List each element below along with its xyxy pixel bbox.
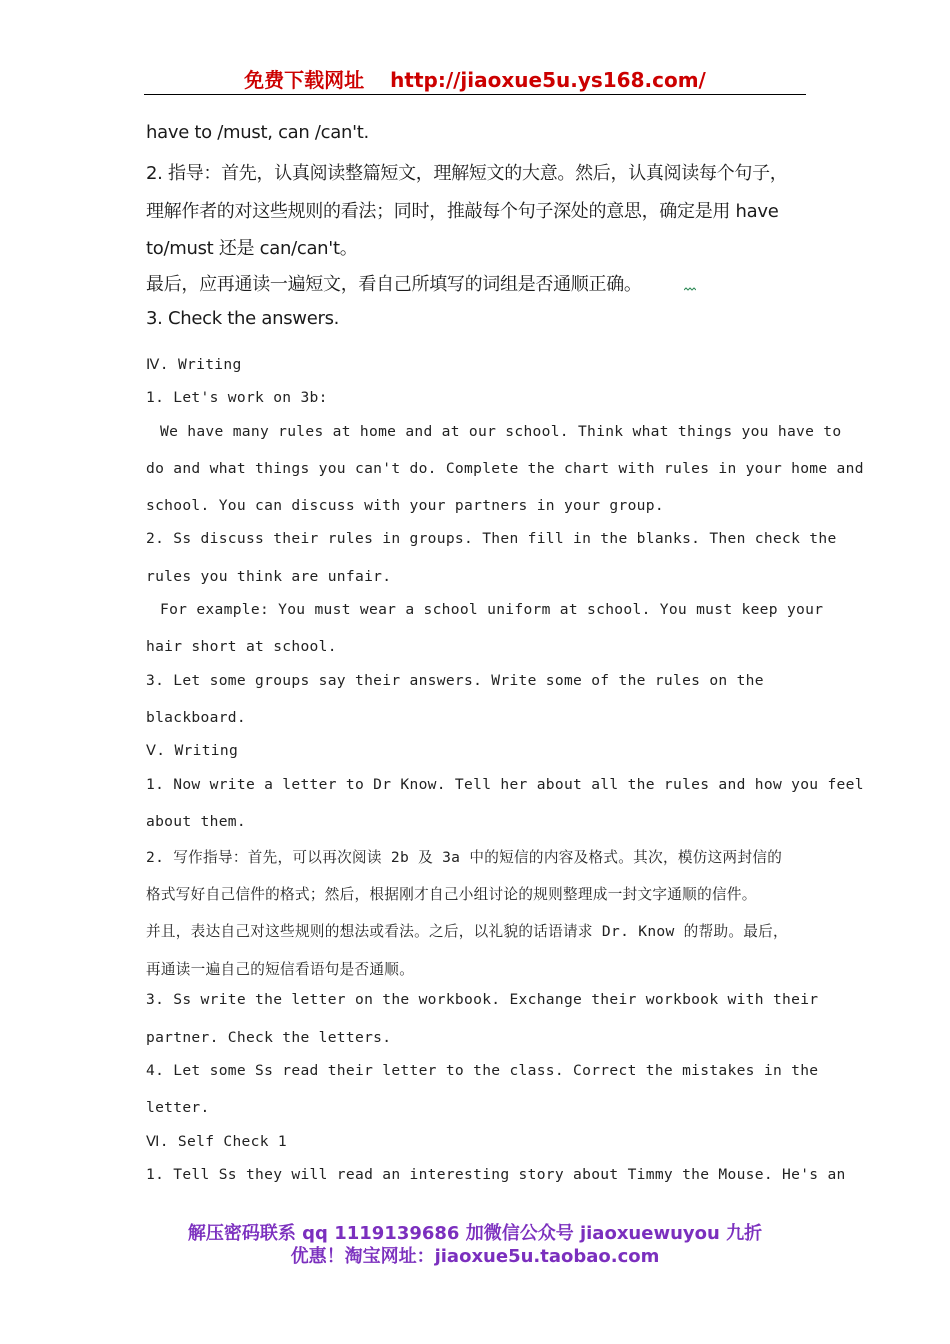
section-heading: Ⅴ. Writing (146, 742, 239, 759)
header-label: 免费下载网址 (244, 68, 365, 92)
text-line: 3. Ss write the letter on the workbook. Exchange their workbook with their (146, 991, 819, 1008)
text-line: school. You can discuss with your partners in your group. (146, 497, 664, 514)
text-line: partner. Check the letters. (146, 1029, 392, 1046)
text-line: 2. Ss discuss their rules in groups. Then fill in the blanks. Then check the (146, 530, 837, 547)
text-line: rules you think are unfair. (146, 568, 392, 585)
text-line: blackboard. (146, 709, 246, 726)
header-url-link[interactable]: http://jiaoxue5u.ys168.com/ (390, 68, 706, 92)
footer-line-2: 优惠！淘宝网址：jiaoxue5u.taobao.com (290, 1246, 660, 1267)
section-heading: Ⅵ. Self Check 1 (146, 1133, 287, 1150)
text-line: 再通读一遍自己的短信看语句是否通顺。 (146, 961, 415, 978)
text-line: 3. Check the answers. (146, 308, 340, 329)
text-line: 4. Let some Ss read their letter to the class. Correct the mistakes in the (146, 1062, 819, 1079)
footer-line-1: 解压密码联系 qq 1119139686 加微信公众号 jiaoxuewuyou 九折 (187, 1223, 763, 1244)
text-line: do and what things you can't do. Complete the chart with rules in your home and (146, 460, 864, 477)
text-line: 并且，表达自己对这些规则的想法或看法。之后，以礼貌的话语请求 Dr. Know 的帮助。最后， (146, 923, 788, 940)
text-line: 2. 指导：首先，认真阅读整篇短文，理解短文的大意。然后，认真阅读每个句子， (146, 163, 788, 184)
text-line: 格式写好自己信件的格式；然后，根据刚才自己小组讨论的规则整理成一封文字通顺的信件。 (146, 886, 757, 903)
text-line: 3. Let some groups say their answers. Write some of the rules on the (146, 672, 764, 689)
text-line: about them. (146, 813, 246, 830)
text-line: 1. Tell Ss they will read an interesting story about Timmy the Mouse. He's an (146, 1166, 846, 1183)
text-line: to/must 还是 can/can't。 (146, 238, 358, 259)
text-line: We have many rules at home and at our school. Think what things you have to (160, 423, 842, 440)
text-line: letter. (146, 1099, 210, 1116)
text-line: For example: You must wear a school uniform at school. You must keep your (160, 601, 824, 618)
text-line: 理解作者的对这些规则的看法；同时，推敲每个句子深处的意思，确定是用 have (146, 201, 779, 222)
text-line: 1. Now write a letter to Dr Know. Tell her about all the rules and how you feel (146, 776, 864, 793)
text-line: hair short at school. (146, 638, 337, 655)
page-header (144, 66, 806, 95)
spellcheck-squiggle-icon (684, 287, 696, 291)
text-line: 2. 写作指导：首先，可以再次阅读 2b 及 3a 中的短信的内容及格式。其次，模仿这两封信的 (146, 849, 783, 866)
text-line: 1. Let's work on 3b: (146, 389, 328, 406)
text-line: 最后，应再通读一遍短文，看自己所填写的词组是否通顺正确。 (146, 274, 642, 295)
section-heading: Ⅳ. Writing (146, 356, 242, 373)
text-line: have to /must, can /can't. (146, 122, 369, 143)
